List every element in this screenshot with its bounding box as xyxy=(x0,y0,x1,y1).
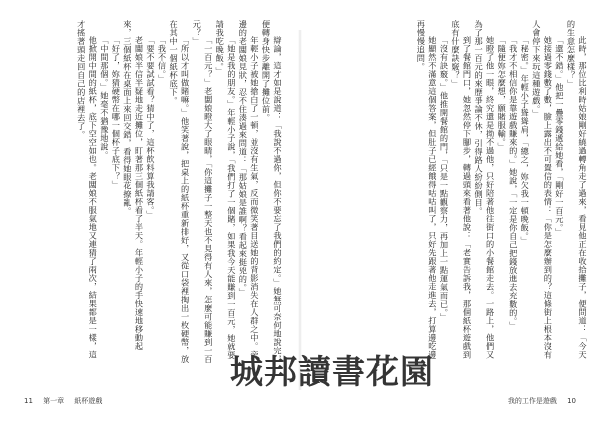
paragraph: 「她是我的朋友。」年輕小子說，「我們打了一個賭，如果我今天能賺到一百元，她就要請我吃晚飯。」 xyxy=(215,20,237,360)
paragraph: 他掀開中間的紙杯，底下空空如也。老闆娘不服氣地又連猜了兩次，結果都是一樣，這才搖著頭走回自己的店裡去了。 xyxy=(76,20,99,360)
running-title: 我的工作是遊戲 xyxy=(507,397,557,405)
paragraph: 老闆娘半信半疑地走近攤位，盯著那三個紙杯看了半天。年輕小子的手快速地移動起來，三個紙杯在桌面上來回交錯，看得她眼花撩亂。 xyxy=(122,20,145,351)
paragraph: 「沒有訣竅。」他推開餐館的門，「只是一點觀察力，再加上一點運氣而已。」 xyxy=(439,36,450,322)
right-page-footer xyxy=(504,396,580,406)
paragraph: 「一百元？」老闆娘瞪大了眼睛，「你這攤子一整天也不見得有人來，怎麼可能賺到一百元？」 xyxy=(192,20,214,364)
paragraph: 她顯然不滿意這個答案，但肚子已經餓得咕咕叫了，只好先跟著他走進去，打算邊吃邊再慢慢追問。 xyxy=(416,20,438,360)
page-number: 10 xyxy=(567,397,576,405)
chapter-label: 第一章 xyxy=(43,397,65,405)
left-page-body xyxy=(20,20,283,364)
paragraph: 「所以才叫做賭嘛。」他笑著說，把桌上的紙杯重新排好，又從口袋裡掏出一枚硬幣，放在其中一個紙杯底下。 xyxy=(169,20,191,364)
left-page-footer xyxy=(20,396,106,406)
paragraph: 「要不要試試看？猜中了，這杯飲料算我請客。」 xyxy=(145,36,156,220)
paragraph: 她接過零錢數了數，臉上露出不可置信的表情：「你是怎麼辦到的？這條街上根本沒有人會停下來玩這種遊戲。」 xyxy=(531,20,554,360)
paragraph: 「還不錯。」他把一疊零錢遞給她看，「剛好一百元。」 xyxy=(554,36,565,237)
paragraph: 此時，那位比利時姑娘剛好繞過轉角走了過來，看見他正在收拾攤子，便問道：「今天的生意怎麼樣？」 xyxy=(566,20,588,360)
paragraph: 「我不信。」 xyxy=(157,36,168,84)
watermark-text: 城邦讀書花園 xyxy=(230,352,434,391)
paragraph: 年輕小子被她搶白了一頓，並沒有生氣，反而微笑著目送她的背影消失在人群之中。旁邊的老闆娘見狀，忍不住湊過來問道：「那姑娘是誰啊？看起來挺兇的。」 xyxy=(238,20,260,360)
right-page-body xyxy=(318,20,588,364)
page-number: 11 xyxy=(24,397,33,405)
paragraph: 到了餐館門口，她忽然停下腳步，轉過頭來看著他說：「老實告訴我，那個紙杯遊戲到底有什麼訣竅？」 xyxy=(450,20,473,360)
paragraph: 「我才不相信你是靠遊戲賺來的。」她說，「一定是你自己把錢放進去充數的。」 xyxy=(508,36,519,331)
paragraph: 她瞪了他一眼，終究還是拗不過他，只好陪著他往街口的小餐館走去。一路上，他們又為了那一百元的來歷爭論不休，引得路人紛紛側目。 xyxy=(474,20,496,360)
paragraph: 「隨便妳怎麼想，願賭服輸。」 xyxy=(497,36,508,152)
paragraph: 「好了，妳猜硬幣在哪一個杯子底下？」 xyxy=(111,36,122,190)
paragraph: 「中間那個。」她毫不猶豫地說。 xyxy=(99,36,110,160)
chapter-title: 紙杯遊戲 xyxy=(74,397,103,405)
paragraph: 「秘密。」年輕小子聳聳肩，「總之，妳欠我一頓晚飯。」 xyxy=(520,36,531,246)
paragraph: 辯論，這才如是說道：「我說不過你，但你不要忘了我們的約定。」她無可奈何地說完，便轉身快步離開了攤位前。 xyxy=(261,20,283,364)
